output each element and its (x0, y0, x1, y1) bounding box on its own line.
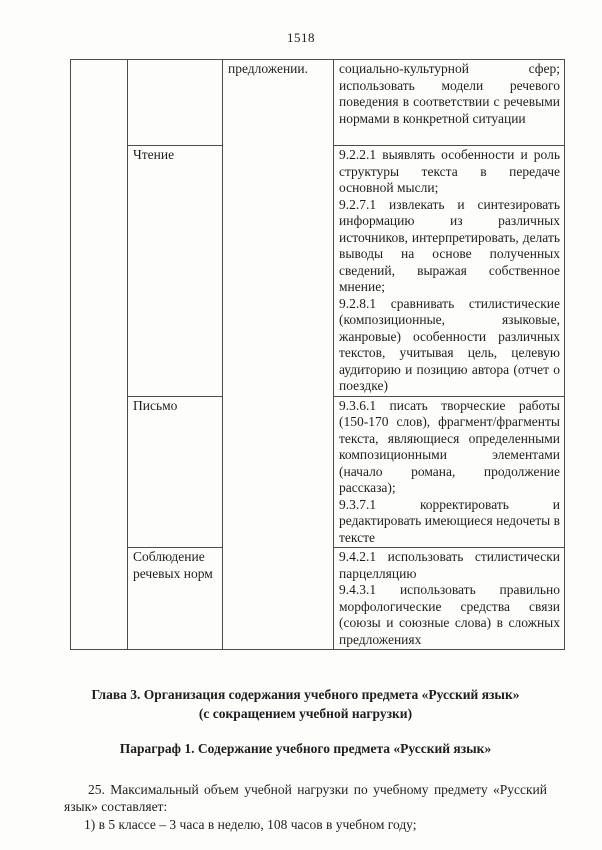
objective-text: 9.3.6.1 писать творческие работы (150-170 слов), фрагмент/фрагменты текста, являющиеся определенными композиционными элементами (начало романа, продолжение рассказа); (339, 397, 560, 495)
chapter-heading-line2: (с сокращением учебной нагрузки) (198, 705, 413, 721)
merged-left-cell (71, 60, 128, 650)
objective-text: 9.2.8.1 сравнивать стилистические (композиционные, языковые, жанровые) особенности различных текстов, учитывая цель, целевую аудиторию и позицию автора (отчет о поездке) (339, 295, 560, 393)
objectives-cell (334, 548, 565, 650)
text-sections (64, 686, 547, 833)
objective-text: 9.2.2.1 выявлять особенности и роль структуры текста в передаче основной мысли; (339, 147, 560, 195)
curriculum-table (70, 59, 565, 650)
objective-text: 9.3.7.1 корректировать и редактировать имеющиеся недочеты в тексте (339, 496, 560, 545)
skill-label-cell: Письмо (128, 396, 223, 548)
objective-text: 9.4.3.1 использовать правильно морфологические средства связи (союзы и союзные слова) в сложных предложениях (339, 582, 560, 647)
chapter-heading-line1: Глава 3. Организация содержания учебного предмета «Русский язык» (91, 687, 520, 702)
objectives-cell (334, 60, 565, 146)
skill-label-cell (128, 60, 223, 146)
objective-text: 9.4.2.1 использовать стилистически парцелляцию (339, 549, 560, 581)
objective-text: 9.2.7.1 извлекать и синтезировать информацию из различных источников, интерпретировать, делать выводы на основе полученных сведений, выражая собственное мнение; (339, 196, 560, 294)
chapter-heading (64, 686, 547, 723)
objectives-cell (334, 146, 565, 397)
paragraph-heading: Параграф 1. Содержание учебного предмета «Русский язык» (119, 741, 492, 756)
table-row (71, 60, 565, 146)
skill-label-cell: Чтение (128, 146, 223, 397)
page-number: 1518 (287, 30, 315, 45)
objective-text: социально-культурной сфер; использовать модели речевого поведения в соответствии с речевыми нормами в конкретной ситуации (339, 61, 560, 126)
list-item-grade5: 1) в 5 классе – 3 часа в неделю, 108 часов в учебном году; (84, 816, 417, 832)
carryover-text-cell: предложении. (223, 60, 334, 650)
paragraph-25: 25. Максимальный объем учебной нагрузки по учебному предмету «Русский язык» составляет: (64, 781, 547, 814)
skill-label-cell: Соблюдение речевых норм (128, 548, 223, 650)
objectives-cell (334, 396, 565, 548)
